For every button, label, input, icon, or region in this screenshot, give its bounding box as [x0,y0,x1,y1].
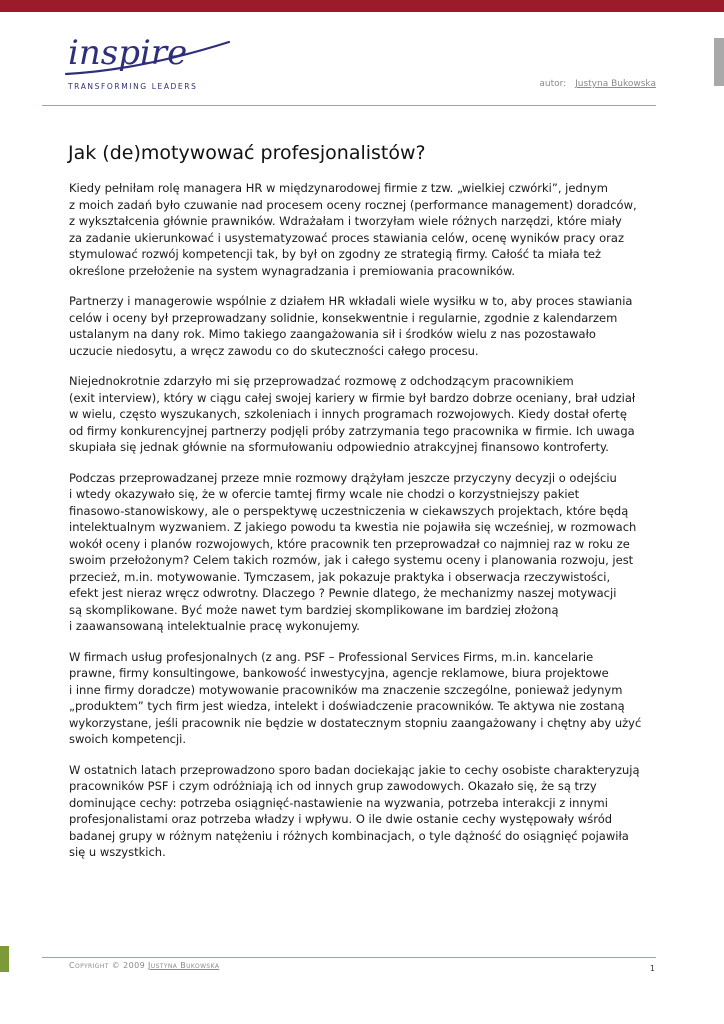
article-body [69,180,657,875]
page-number: 1 [649,964,655,973]
paragraph-5: W firmach usług profesjonalnych (z ang. PSF – Professional Services Firms, m.in. kancelarie prawne, firmy konsultingowe, bankowość inwestycyjna, agencje reklamowe, biura projektowe i inne firmy doradcze) motywowanie pracowników ma znaczenie szczególne, ponieważ jedynym „produktem” tych firm jest wiedza, intelekt i doświadczenie pracowników. Te aktywa nie zostaną wykorzystane, jeśli pracownik nie będzie w dostatecznym stopniu zaangażowany i chętny aby użyć swoich kompetencji. [69,649,642,746]
footer-copyright [69,961,219,970]
top-color-bar [0,0,724,12]
header-divider [42,105,656,106]
paragraph-4: Podczas przeprowadzanej przeze mnie rozmowy drążyłam jeszcze przyczyny decyzji o odejściu i wtedy okazywało się, że w ofercie tamtej firmy wcale nie chodzi o korzystniejszy pakiet finasowo-stanowiskowy, ale o perspektywę uczestniczenia w ciekawszych projektach, które będą intelektualnym wyzwaniem. Z jakiego powodu ta kwestia nie pojawiła się wcześniej, w rozmowach wokół oceny i planów rozwojowych, które pracownik ten przeprowadzał co najmniej raz w roku ze swoim przełożonym? Celem takich rozmów, jak i całego systemu oceny i planowania rozwoju, jest przecież, m.in. motywowanie. Tymczasem, jak pokazuje praktyka i obserwacja rzeczywistości, efekt jest nieraz wręcz odwrotny. Dlaczego ? Pewnie dlatego, że mechanizmy naszej motywacji są skomplikowane. Być może nawet tym bardziej skomplikowane im bardziej złożoną i zaawansowaną intelektualnie pracę wykonujemy. [69,470,637,633]
paragraph-3: Niejednokrotnie zdarzyło mi się przeprowadzać rozmowę z odchodzącym pracownikiem (exit interview), który w ciągu całej swojej kariery w firmie był bardzo dobrze oceniany, brał udział w wielu, często wyszukanych, szkoleniach i innych programach rozwojowych. Kiedy dostał ofertę od firmy konkurencyjnej partnerzy podjęli próby zatrzymania tego pracownika w firmie. Ich uwaga skupiała się jednak głównie na sformułowaniu odpowiednio atrakcyjnej finansowo kontroferty. [69,374,636,454]
logo-tagline: TRANSFORMING LEADERS [68,82,198,91]
footer-divider [42,957,656,958]
copyright-author-link[interactable]: Justyna Bukowska [148,961,220,970]
author-label: autor: [539,79,567,89]
logo-wordmark: inspire [68,33,188,73]
copyright-text: Copyright © 2009 [69,961,146,970]
paragraph-2: Partnerzy i managerowie wspólnie z działem HR wkładali wiele wysiłku w to, aby proces stawiania celów i oceny był przeprowadzany solidnie, konsekwentnie i regularnie, zgodnie z kalendarzem ustalanym na dany rok. Mimo takiego zaangażowania sił i środków wielu z nas pozostawało uczucie niedosytu, a wręcz zawodu co do skuteczności całego procesu. [69,294,633,358]
page-title: Jak (de)motywować profesjonalistów? [68,142,426,164]
paragraph-6: W ostatnich latach przeprowadzono sporo badan dociekając jakie to cechy osobiste charakteryzują pracowników PSF i czym odróżniają ich od innych grup zawodowych. Okazało się, że są trzy dominujące cechy: potrzeba osiągnięć-nastawienie na wyzwania, potrzeba interakcji z innymi profesjonalistami oraz potrzeba władzy i wpływu. O ile dwie ostanie cechy występowały wśród badanej grupy w różnym natężeniu i różnych kombinacjach, o tyle dążność do osiągnięć pojawiła się u wszystkich. [69,762,640,859]
author-line [539,79,656,89]
author-name-link[interactable]: Justyna Bukowska [575,79,656,89]
logo-swoosh-icon [64,28,234,80]
green-tab-marker [0,946,9,972]
side-tab-marker [714,38,724,86]
paragraph-1: Kiedy pełniłam rolę managera HR w międzynarodowej firmie z tzw. „wielkiej czwórki”, jednym z moich zadań było czuwanie nad procesem oceny rocznej (performance management) doradców, z wykształcenia głównie prawników. Wdrażałam i tworzyłam wiele różnych narzędzi, które miały za zadanie ukierunkować i usystematyzować proces stawiania celów, ocenę wyników pracy oraz stymulować rozwój kompetencji tak, by był on zgodny ze strategią firmy. Całość ta miała też określone przełożenie na system wynagradzania i premiowania pracowników. [69,181,637,278]
